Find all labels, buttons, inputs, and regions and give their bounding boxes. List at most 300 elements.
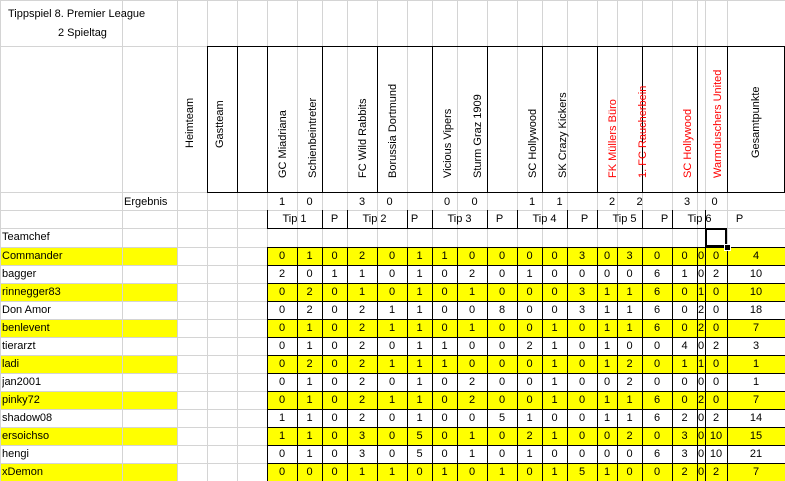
tip-value[interactable]: 2	[712, 412, 720, 424]
tip-value[interactable]: 0	[603, 430, 611, 442]
tip-value[interactable]: 3	[578, 286, 586, 298]
gesamtpunkte-header: Gesamtpunkte	[750, 86, 762, 158]
tip-value[interactable]: 0	[468, 358, 476, 370]
tip-value[interactable]: 0	[331, 250, 338, 262]
tip-value[interactable]: 6	[653, 286, 661, 298]
tip-value[interactable]: 8	[498, 304, 506, 316]
match-home-team: SC Hollywood	[682, 108, 694, 178]
tip-value[interactable]: 1	[551, 466, 558, 478]
tip-value[interactable]: 0	[712, 286, 720, 298]
tip-value[interactable]: 0	[681, 304, 688, 316]
total-points[interactable]: 21	[749, 448, 763, 460]
tip-value[interactable]: 0	[278, 322, 286, 334]
tip-value[interactable]: 0	[526, 322, 533, 334]
tip-label: Tip 2	[362, 213, 387, 225]
tip-value[interactable]: 1	[697, 358, 705, 370]
tip-value[interactable]: 0	[653, 430, 661, 442]
tip-value[interactable]: 2	[712, 268, 720, 280]
tip-value[interactable]: 1	[416, 322, 423, 334]
tip-value[interactable]: 6	[653, 268, 661, 280]
tip-value[interactable]: 5	[416, 430, 423, 442]
tip-value[interactable]: 0	[603, 376, 611, 388]
tip-border	[267, 228, 727, 229]
tip-value[interactable]: 0	[551, 304, 558, 316]
tip-value[interactable]: 0	[603, 448, 611, 460]
tip-value[interactable]: 2	[626, 376, 633, 388]
tip-value[interactable]: 2	[626, 430, 633, 442]
score-away: 2	[636, 196, 643, 208]
tip-value[interactable]: 0	[697, 250, 705, 262]
total-points[interactable]: 18	[749, 304, 763, 316]
tip-value[interactable]: 2	[468, 376, 476, 388]
tip-value[interactable]: 0	[626, 466, 633, 478]
tip-value[interactable]: 2	[358, 394, 366, 406]
match-away-team: Schienbeintreter	[307, 97, 319, 178]
tip-value[interactable]: 0	[551, 286, 558, 298]
score-home: 2	[608, 196, 616, 208]
tip-value[interactable]: 0	[551, 448, 558, 460]
grid-vline	[177, 0, 178, 481]
tip-value[interactable]: 0	[712, 394, 720, 406]
tip-value[interactable]: 1	[603, 322, 611, 334]
tip-value[interactable]: 10	[709, 430, 723, 442]
tip-value[interactable]: 1	[388, 358, 396, 370]
tip-value[interactable]: 1	[358, 268, 366, 280]
tip-value[interactable]: 1	[388, 304, 396, 316]
tip-value[interactable]: 1	[416, 394, 423, 406]
tip-value[interactable]: 1	[468, 322, 476, 334]
tip-value[interactable]: 1	[441, 466, 448, 478]
tip-value[interactable]: 1	[626, 322, 633, 334]
tip-value[interactable]: 1	[468, 448, 476, 460]
tip-value[interactable]: 6	[653, 304, 661, 316]
tip-value[interactable]: 0	[712, 358, 720, 370]
tip-value[interactable]: 0	[388, 340, 396, 352]
tip-value[interactable]: 0	[712, 322, 720, 334]
tip-value[interactable]: 2	[358, 304, 366, 316]
tip-value[interactable]: 1	[278, 412, 286, 424]
tip-value[interactable]: 1	[306, 376, 313, 388]
tip-value[interactable]: 2	[358, 412, 366, 424]
tip-value[interactable]: 1	[603, 358, 611, 370]
tip-value[interactable]: 0	[526, 358, 533, 370]
tip-value[interactable]: 0	[626, 268, 633, 280]
tip-value[interactable]: 0	[388, 286, 396, 298]
score-away: 0	[471, 196, 478, 208]
header-border-v	[377, 46, 378, 192]
tip-value[interactable]: 0	[626, 340, 633, 352]
player-name[interactable]: bagger	[2, 268, 37, 280]
grid-vline	[122, 0, 123, 481]
player-name[interactable]: shadow08	[2, 412, 53, 424]
tip-value[interactable]: 1	[416, 340, 423, 352]
total-points[interactable]: 10	[749, 268, 763, 280]
tip-value[interactable]: 0	[498, 376, 506, 388]
tip-value[interactable]: 1	[603, 340, 611, 352]
tip-value[interactable]: 3	[358, 448, 366, 460]
sheet-title: Tippspiel 8. Premier League	[8, 8, 146, 20]
tip-value[interactable]: 0	[306, 466, 313, 478]
tip-value[interactable]: 0	[331, 394, 338, 406]
tip-value[interactable]: 0	[388, 430, 396, 442]
tip-value[interactable]: 0	[551, 250, 558, 262]
tip-value[interactable]: 0	[278, 394, 286, 406]
tip-value[interactable]: 1	[441, 358, 448, 370]
tip-value[interactable]: 0	[441, 394, 448, 406]
tip-value[interactable]: 1	[551, 358, 558, 370]
teamchef-label: Teamchef	[2, 231, 50, 243]
tip-value[interactable]: 1	[388, 322, 396, 334]
tip-value[interactable]: 2	[712, 340, 720, 352]
tip-value[interactable]: 0	[498, 340, 506, 352]
player-name[interactable]: ladi	[2, 358, 20, 370]
tip-value[interactable]: 0	[526, 466, 533, 478]
tip-value[interactable]: 0	[578, 376, 586, 388]
tip-value[interactable]: 1	[603, 286, 611, 298]
tip-value[interactable]: 0	[278, 286, 286, 298]
tip-value[interactable]: 0	[653, 466, 661, 478]
tip-value[interactable]: 1	[388, 394, 396, 406]
tip-value[interactable]: 2	[712, 466, 720, 478]
total-points[interactable]: 10	[749, 286, 763, 298]
tip-value[interactable]: 1	[278, 430, 286, 442]
fill-handle[interactable]	[724, 244, 731, 251]
tip-value[interactable]: 0	[468, 250, 476, 262]
total-points[interactable]: 1	[752, 358, 760, 370]
tip-value[interactable]: 0	[681, 250, 688, 262]
tip-value[interactable]: 0	[278, 466, 286, 478]
total-points[interactable]: 7	[752, 466, 760, 478]
tip-value[interactable]: 1	[306, 250, 313, 262]
points-header: P	[580, 213, 589, 225]
tip-value[interactable]: 0	[498, 250, 506, 262]
tip-value[interactable]: 0	[626, 448, 633, 460]
match-home-team: GC Miadriana	[277, 110, 289, 178]
tip-value[interactable]: 2	[681, 412, 688, 424]
tip-value[interactable]: 0	[578, 394, 586, 406]
tip-value[interactable]: 6	[653, 394, 661, 406]
tip-value[interactable]: 0	[578, 430, 586, 442]
tip-value[interactable]: 0	[468, 340, 476, 352]
tip-value[interactable]: 1	[468, 430, 476, 442]
header-border-v	[542, 46, 543, 192]
score-home: 1	[278, 196, 286, 208]
tip-value[interactable]: 1	[551, 322, 558, 334]
tip-value[interactable]: 1	[416, 304, 423, 316]
tip-value[interactable]: 1	[358, 466, 366, 478]
total-points[interactable]: 7	[752, 394, 760, 406]
tip-value[interactable]: 0	[278, 376, 286, 388]
total-points[interactable]: 15	[749, 430, 763, 442]
tip-value[interactable]: 0	[653, 376, 661, 388]
total-points[interactable]: 7	[752, 322, 760, 334]
tip-value[interactable]: 0	[551, 268, 558, 280]
gastteam-header: Gastteam	[214, 100, 226, 148]
tip-value[interactable]: 1	[306, 412, 313, 424]
match-home-team: SC Hollywood	[527, 108, 539, 178]
tip-value[interactable]: 1	[603, 304, 611, 316]
tip-value[interactable]: 1	[551, 394, 558, 406]
score-home: 1	[528, 196, 536, 208]
tip-value[interactable]: 0	[441, 376, 448, 388]
tip-value[interactable]: 2	[358, 322, 366, 334]
tip-value[interactable]: 0	[331, 430, 338, 442]
tip-value[interactable]: 0	[526, 286, 533, 298]
tip-value[interactable]: 2	[358, 358, 366, 370]
tip-value[interactable]: 2	[306, 358, 313, 370]
tip-label: Tip 4	[532, 213, 557, 225]
tip-value[interactable]: 0	[441, 286, 448, 298]
tip-value[interactable]: 2	[468, 394, 476, 406]
tip-value[interactable]: 1	[358, 286, 366, 298]
tip-value[interactable]: 0	[697, 340, 705, 352]
tip-value[interactable]: 1	[468, 286, 476, 298]
tip-value[interactable]: 0	[388, 250, 396, 262]
player-name[interactable]: Commander	[2, 250, 63, 262]
tip-value[interactable]: 1	[441, 340, 448, 352]
tip-value[interactable]: 1	[416, 376, 423, 388]
tip-value[interactable]: 0	[498, 430, 506, 442]
tip-value[interactable]: 2	[697, 322, 705, 334]
tip-value[interactable]: 2	[358, 250, 366, 262]
player-name[interactable]: ersoichso	[2, 430, 50, 442]
player-name[interactable]: tierarzt	[2, 340, 36, 352]
tip-value[interactable]: 0	[441, 322, 448, 334]
tip-value[interactable]: 0	[712, 376, 720, 388]
tip-value[interactable]: 0	[331, 466, 338, 478]
player-name[interactable]: rinnegger83	[2, 286, 61, 298]
tip-label: Tip 1	[282, 213, 307, 225]
tip-value[interactable]: 1	[697, 286, 705, 298]
tip-value[interactable]: 0	[498, 358, 506, 370]
player-name[interactable]: pinky72	[2, 394, 40, 406]
tip-value[interactable]: 2	[681, 466, 688, 478]
tip-value[interactable]: 0	[441, 448, 448, 460]
tip-value[interactable]: 0	[441, 430, 448, 442]
tip-value[interactable]: 1	[626, 394, 633, 406]
points-header: P	[735, 213, 744, 225]
tip-value[interactable]: 0	[498, 448, 506, 460]
tip-value[interactable]: 0	[388, 268, 396, 280]
tip-value[interactable]: 2	[306, 286, 313, 298]
tip-value[interactable]: 1	[526, 448, 533, 460]
tip-value[interactable]: 0	[697, 466, 705, 478]
tip-value[interactable]: 1	[603, 394, 611, 406]
tip-value[interactable]: 1	[441, 250, 448, 262]
tip-value[interactable]: 0	[681, 322, 688, 334]
tip-value[interactable]: 0	[578, 268, 586, 280]
tip-value[interactable]: 0	[712, 250, 720, 262]
tip-value[interactable]: 0	[526, 394, 533, 406]
tip-value[interactable]: 3	[578, 250, 586, 262]
tip-value[interactable]: 1	[498, 466, 506, 478]
tip-value[interactable]: 0	[441, 268, 448, 280]
total-points[interactable]: 4	[752, 250, 760, 262]
tip-value[interactable]: 1	[306, 322, 313, 334]
tip-value[interactable]: 0	[278, 358, 286, 370]
sheet-subtitle: 2 Spieltag	[58, 27, 107, 39]
tip-value[interactable]: 0	[578, 412, 586, 424]
match-away-team: Borussia Dortmund	[387, 83, 399, 178]
tip-value[interactable]: 5	[416, 448, 423, 460]
tip-value[interactable]: 6	[653, 322, 661, 334]
tip-value[interactable]: 0	[697, 412, 705, 424]
header-border-v	[237, 46, 238, 192]
tip-value[interactable]: 2	[358, 376, 366, 388]
tip-value[interactable]: 0	[331, 448, 338, 460]
tip-value[interactable]: 1	[306, 394, 313, 406]
tip-value[interactable]: 1	[526, 412, 533, 424]
tip-value[interactable]: 2	[468, 268, 476, 280]
tip-value[interactable]: 1	[416, 412, 423, 424]
player-name[interactable]: hengi	[2, 448, 29, 460]
tip-value[interactable]: 1	[416, 358, 423, 370]
grid-vline	[0, 0, 1, 481]
header-border-v	[267, 46, 268, 192]
tip-value[interactable]: 0	[653, 340, 661, 352]
tip-value[interactable]: 2	[306, 304, 313, 316]
tip-value[interactable]: 0	[331, 358, 338, 370]
tip-value[interactable]: 0	[331, 322, 338, 334]
tip-value[interactable]: 2	[626, 358, 633, 370]
total-points[interactable]: 3	[752, 340, 760, 352]
tip-value[interactable]: 0	[331, 412, 338, 424]
tip-value[interactable]: 2	[697, 394, 705, 406]
tip-value[interactable]: 1	[681, 268, 688, 280]
tip-value[interactable]: 0	[603, 250, 611, 262]
tip-value[interactable]: 1	[416, 268, 423, 280]
tip-value[interactable]: 1	[551, 340, 558, 352]
tip-value[interactable]: 3	[358, 430, 366, 442]
heimteam-header: Heimteam	[184, 97, 196, 148]
tip-value[interactable]: 0	[526, 250, 533, 262]
player-name[interactable]: jan2001	[2, 376, 42, 388]
tip-value[interactable]: 0	[278, 340, 286, 352]
tip-value[interactable]: 0	[278, 448, 286, 460]
tip-value[interactable]: 0	[697, 376, 705, 388]
tip-value[interactable]: 0	[681, 376, 688, 388]
player-name[interactable]: Don Amor	[2, 304, 51, 316]
tip-label: Tip 5	[612, 213, 637, 225]
tip-value[interactable]: 1	[306, 448, 313, 460]
tip-value[interactable]: 1	[306, 430, 313, 442]
total-points[interactable]: 14	[749, 412, 763, 424]
header-border-v	[432, 46, 433, 192]
tip-value[interactable]: 0	[498, 394, 506, 406]
tip-value[interactable]: 0	[578, 448, 586, 460]
tip-value[interactable]: 0	[653, 358, 661, 370]
tip-value[interactable]: 0	[697, 268, 705, 280]
tip-value[interactable]: 2	[526, 430, 533, 442]
tip-value[interactable]: 0	[331, 340, 338, 352]
tip-value[interactable]: 0	[578, 322, 586, 334]
tip-value[interactable]: 2	[358, 340, 366, 352]
tip-value[interactable]: 0	[388, 448, 396, 460]
header-border-bottom	[207, 192, 785, 193]
tip-value[interactable]: 0	[681, 286, 688, 298]
tip-value[interactable]: 0	[468, 304, 476, 316]
tip-value[interactable]: 0	[331, 376, 338, 388]
points-header: P	[495, 213, 504, 225]
tip-value[interactable]: 1	[526, 268, 533, 280]
tip-value[interactable]: 3	[681, 448, 688, 460]
tip-value[interactable]: 0	[712, 304, 720, 316]
tip-value[interactable]: 0	[388, 412, 396, 424]
tip-value[interactable]: 1	[388, 466, 396, 478]
score-away: 0	[386, 196, 393, 208]
tip-value[interactable]: 3	[681, 430, 688, 442]
tip-value[interactable]: 0	[681, 394, 688, 406]
tip-value[interactable]: 1	[603, 412, 611, 424]
tip-value[interactable]: 1	[603, 466, 611, 478]
match-away-team: Sturm Graz 1909	[472, 94, 484, 178]
tip-value[interactable]: 6	[653, 412, 661, 424]
tip-value[interactable]: 2	[697, 304, 705, 316]
tip-value[interactable]: 1	[416, 250, 423, 262]
match-away-team: 1. FC Raucherbein	[637, 85, 649, 178]
tip-value[interactable]: 3	[626, 250, 633, 262]
tip-value[interactable]: 0	[578, 358, 586, 370]
tip-value[interactable]: 0	[441, 412, 448, 424]
tip-value[interactable]: 1	[551, 376, 558, 388]
tip-value[interactable]: 0	[526, 376, 533, 388]
header-border-v	[597, 46, 598, 192]
tip-value[interactable]: 10	[709, 448, 723, 460]
tip-value[interactable]: 3	[578, 304, 586, 316]
tip-value[interactable]: 5	[578, 466, 586, 478]
tip-value[interactable]: 0	[697, 430, 705, 442]
tip-value[interactable]: 0	[468, 466, 476, 478]
tip-value[interactable]: 0	[416, 466, 423, 478]
tip-value[interactable]: 0	[278, 250, 286, 262]
player-name[interactable]: xDemon	[2, 466, 43, 478]
tip-value[interactable]: 0	[331, 304, 338, 316]
tip-value[interactable]: 0	[653, 250, 661, 262]
tip-value[interactable]: 1	[626, 304, 633, 316]
tip-value[interactable]: 1	[626, 412, 633, 424]
tip-value[interactable]: 0	[388, 376, 396, 388]
tip-value[interactable]: 1	[416, 286, 423, 298]
tip-value[interactable]: 0	[498, 286, 506, 298]
tip-value[interactable]: 1	[681, 358, 688, 370]
tip-value[interactable]: 0	[697, 448, 705, 460]
tip-value[interactable]: 2	[278, 268, 286, 280]
tip-value[interactable]: 0	[331, 286, 338, 298]
tip-value[interactable]: 1	[331, 268, 338, 280]
tip-value[interactable]: 0	[526, 304, 533, 316]
tip-value[interactable]: 0	[603, 268, 611, 280]
tip-value[interactable]: 0	[498, 322, 506, 334]
tip-value[interactable]: 0	[278, 304, 286, 316]
player-name[interactable]: benlevent	[2, 322, 50, 334]
tip-value[interactable]: 6	[653, 448, 661, 460]
tip-value[interactable]: 1	[626, 286, 633, 298]
tip-value[interactable]: 1	[551, 430, 558, 442]
tip-value[interactable]: 0	[498, 268, 506, 280]
tip-value[interactable]: 5	[498, 412, 506, 424]
tip-value[interactable]: 2	[526, 340, 533, 352]
tip-value[interactable]: 4	[681, 340, 688, 352]
tip-value[interactable]: 1	[306, 340, 313, 352]
score-away: 1	[556, 196, 563, 208]
tip-value[interactable]: 0	[468, 412, 476, 424]
tip-value[interactable]: 0	[441, 304, 448, 316]
tip-value[interactable]: 0	[306, 268, 313, 280]
tip-value[interactable]: 0	[551, 412, 558, 424]
tip-value[interactable]: 0	[578, 340, 586, 352]
tip-label: Tip 3	[447, 213, 472, 225]
total-points[interactable]: 1	[752, 376, 760, 388]
